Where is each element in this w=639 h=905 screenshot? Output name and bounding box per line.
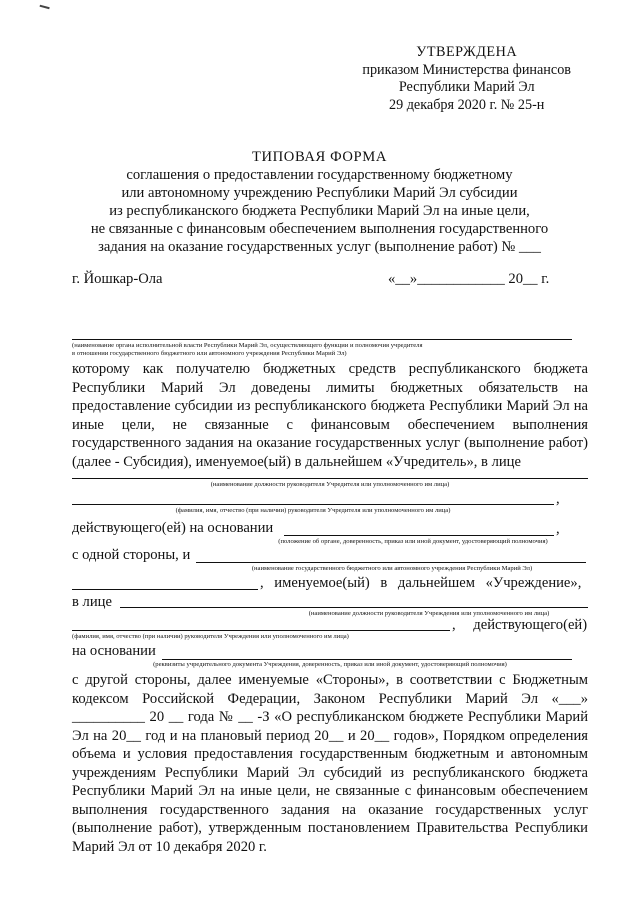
- document-title: [0, 148, 639, 256]
- caption-institution-person: (фамилия, имя, отчество (при наличии) руководителя Учреждения или уполномоченного им лица): [72, 633, 349, 640]
- title-line: или автономному учреждению Республики Марий Эл субсидии: [121, 185, 518, 201]
- title-line: задания на оказание государственных услуг (выполнение работ) № ___: [98, 239, 541, 255]
- title-heading: ТИПОВАЯ ФОРМА: [252, 149, 387, 165]
- caption-founder-position: (наименование должности руководителя Учредителя или уполномоченного им лица): [210, 481, 450, 488]
- founder-name-field[interactable]: [72, 504, 554, 505]
- approval-block: [362, 44, 571, 114]
- institution-position-field[interactable]: [120, 607, 588, 608]
- named-institution: , именуемое(ый) в дальнейшем «Учреждение»,: [260, 575, 582, 591]
- comma: ,: [556, 491, 560, 507]
- paragraph-parties: с другой стороны, далее именуемые «Стороны», в соответствии с Бюджетным кодексом Российской Федерации, Законом Республики Марий Эл «___» __________ 20 __ года № __ -З «О республиканском бюджете Республики Марий Эл на 20__ год и на плановый период 20__ и 20__ годов», Порядком определения объема и условия предоставления государственным бюджетным и автономным учреждениям Республики Марий Эл субсидий из республиканского бюджета Республики Марий Эл на иные цели, не связанные с финансовым обеспечением выполнения государственного задания на оказание государственных услуг (выполнение работ), утвержденным постановлением Правительства Республики Марий Эл от 10 декабря 2020 г.: [72, 672, 588, 855]
- institution-name-person-field[interactable]: [72, 630, 450, 631]
- institution-basis-field[interactable]: [162, 659, 572, 660]
- caption-founder-basis: (положение об органе, доверенность, приказ или иной документ, удостоверяющий полномочия): [278, 538, 548, 545]
- title-line: соглашения о предоставлении государственному бюджетному: [126, 167, 513, 183]
- title-line: из республиканского бюджета Республики Марий Эл на иные цели,: [109, 203, 530, 219]
- scan-mark: [40, 2, 51, 9]
- in-person-label: в лице: [72, 594, 112, 610]
- acting-label: , действующего(ей): [452, 617, 588, 633]
- caption-founder-name: (фамилия, имя, отчество (при наличии) руководителя Учредителя или уполномоченного им лица): [175, 507, 451, 514]
- paragraph-founder: которому как получателю бюджетных средств республиканского бюджета Республики Марий Эл доведены лимиты бюджетных обязательств на предоставление субсидии из республиканского бюджета Республики Марий Эл на иные цели, не связанные с финансовым обеспечением выполнения государственного задания на оказание государственных услуг (выполнение работ) (далее - Субсидия), именуемое(ый) в дальнейшем «Учредитель», в лице: [72, 361, 588, 470]
- city: г. Йошкар-Ола: [72, 271, 163, 287]
- approval-date: 29 декабря 2020 г. № 25-н: [388, 96, 545, 113]
- institution-name-field-cont[interactable]: [72, 589, 258, 590]
- institution-name-field[interactable]: [196, 562, 586, 563]
- caption-institution-name: (наименование государственного бюджетного или автономного учреждения Республики Марий Эл): [251, 565, 533, 572]
- one-side-label: с одной стороны, и: [72, 547, 191, 563]
- founder-position-field[interactable]: [72, 478, 588, 479]
- caption-founder-org: (наименование органа исполнительной власти Республики Марий Эл, осуществляющего функции и полномочия учредителя в отношении государственного бюджетного или автономного учреждения Республики Марий Эл): [72, 342, 423, 357]
- caption-institution-basis: (реквизиты учредительного документа Учреждения, доверенность, приказ или иной документ, удостоверяющий полномочия): [153, 661, 507, 668]
- comma: ,: [556, 521, 560, 537]
- approval-title: УТВЕРЖДЕНА: [416, 44, 518, 60]
- founder-basis-field[interactable]: [284, 535, 554, 536]
- title-line: не связанные с финансовым обеспечением выполнения государственного: [90, 221, 549, 237]
- caption-institution-position: (наименование должности руководителя Учреждения или уполномоченного им лица): [308, 610, 550, 617]
- acting-basis-label: действующего(ей) на основании: [72, 520, 274, 536]
- approval-line: приказом Министерства финансов: [362, 61, 571, 78]
- on-basis-label: на основании: [72, 643, 156, 659]
- founder-org-field[interactable]: [72, 339, 572, 340]
- approval-line: Республики Марий Эл: [398, 79, 535, 95]
- date-field[interactable]: «__»____________ 20__ г.: [388, 271, 550, 287]
